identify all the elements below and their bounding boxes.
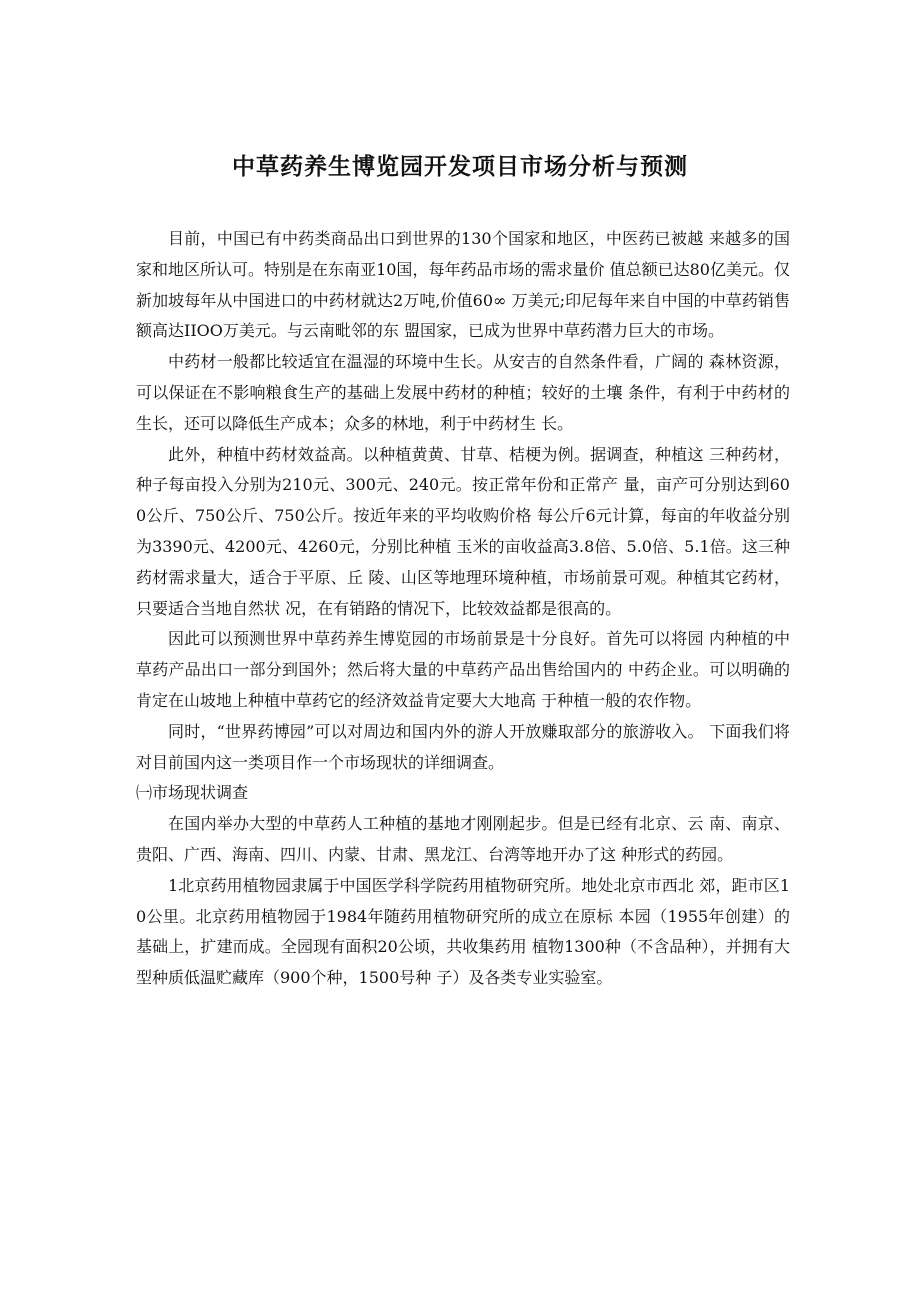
- paragraph-domestic-gardens: 在国内举办大型的中草药人工种植的基地才刚刚起步。但是已经有北京、云 南、南京、贵阳、广西、海南、四川、内蒙、甘肃、黑龙江、台湾等地开办了这 种形式的药园。: [136, 814, 790, 864]
- document-body: [136, 224, 790, 994]
- paragraph-beijing-garden: 1北京药用植物园隶属于中国医学科学院药用植物研究所。地处北京市西北 郊，距市区10公里。北京药用植物园于1984年随药用植物研究所的成立在原标 本园（1955年创建）的基础上，扩建而成。全园现有面积20公顷，共收集药用 植物1300种（不含品种），并拥有大型种质低温贮藏库（900个种，1500号种 子）及各类专业实验室。: [136, 875, 790, 988]
- paragraph-tourism-income: 同时，“世界药博园”可以对周边和国内外的游人开放赚取部分的旅游收入。 下面我们将对目前国内这一类项目作一个市场现状的详细调查。: [136, 721, 790, 772]
- paragraph-market-overview: 目前，中国已有中药类商品出口到世界的130个国家和地区，中医药已被越 来越多的国家和地区所认可。特别是在东南亚10国，每年药品市场的需求量价 值总额已达80亿美元。仅新加坡每年从中国进口的中药材就达2万吨,价值60∞ 万美元;印尼每年来自中国的中草药销售额高达IIOO万美元。与云南毗邻的东 盟国家，已成为世界中草药潜力巨大的市场。: [136, 229, 790, 341]
- paragraph-planting-benefits: 此外，种植中药材效益高。以种植黄黄、甘草、桔梗为例。据调查，种植这 三种药材，种子每亩投入分别为210元、300元、240元。按正常年份和正常产 量，亩产可分别达到600公斤、750公斤、750公斤。按近年来的平均收购价格 每公斤6元计算，每亩的年收益分别为3390元、4200元、4260元，分别比种植 玉米的亩收益高3.8倍、5.0倍、5.1倍。这三种药材需求量大，适合于平原、丘 陵、山区等地理环境种植，市场前景可观。种植其它药材，只要适合当地自然状 况，在有销路的情况下，比较效益都是很高的。: [136, 444, 790, 618]
- section-heading-market-survey: ㈠市场现状调查: [136, 783, 249, 803]
- document-title: 中草药养生博览园开发项目市场分析与预测: [232, 154, 688, 180]
- paragraph-growing-conditions: 中药材一般都比较适宜在温湿的环境中生长。从安吉的自然条件看，广阔的 森林资源，可以保证在不影响粮食生产的基础上发展中药材的种植；较好的土壤 条件，有利于中药材的生长，还可以降低生产成本；众多的林地，利于中药材生 长。: [136, 352, 790, 433]
- paragraph-market-forecast: 因此可以预测世界中草药养生博览园的市场前景是十分良好。首先可以将园 内种植的中草药产品出口一部分到国外；然后将大量的中草药产品出售给国内的 中药企业。可以明确的肯定在山坡地上种植中草药它的经济效益肯定要大大地高 于种植一般的农作物。: [136, 629, 790, 710]
